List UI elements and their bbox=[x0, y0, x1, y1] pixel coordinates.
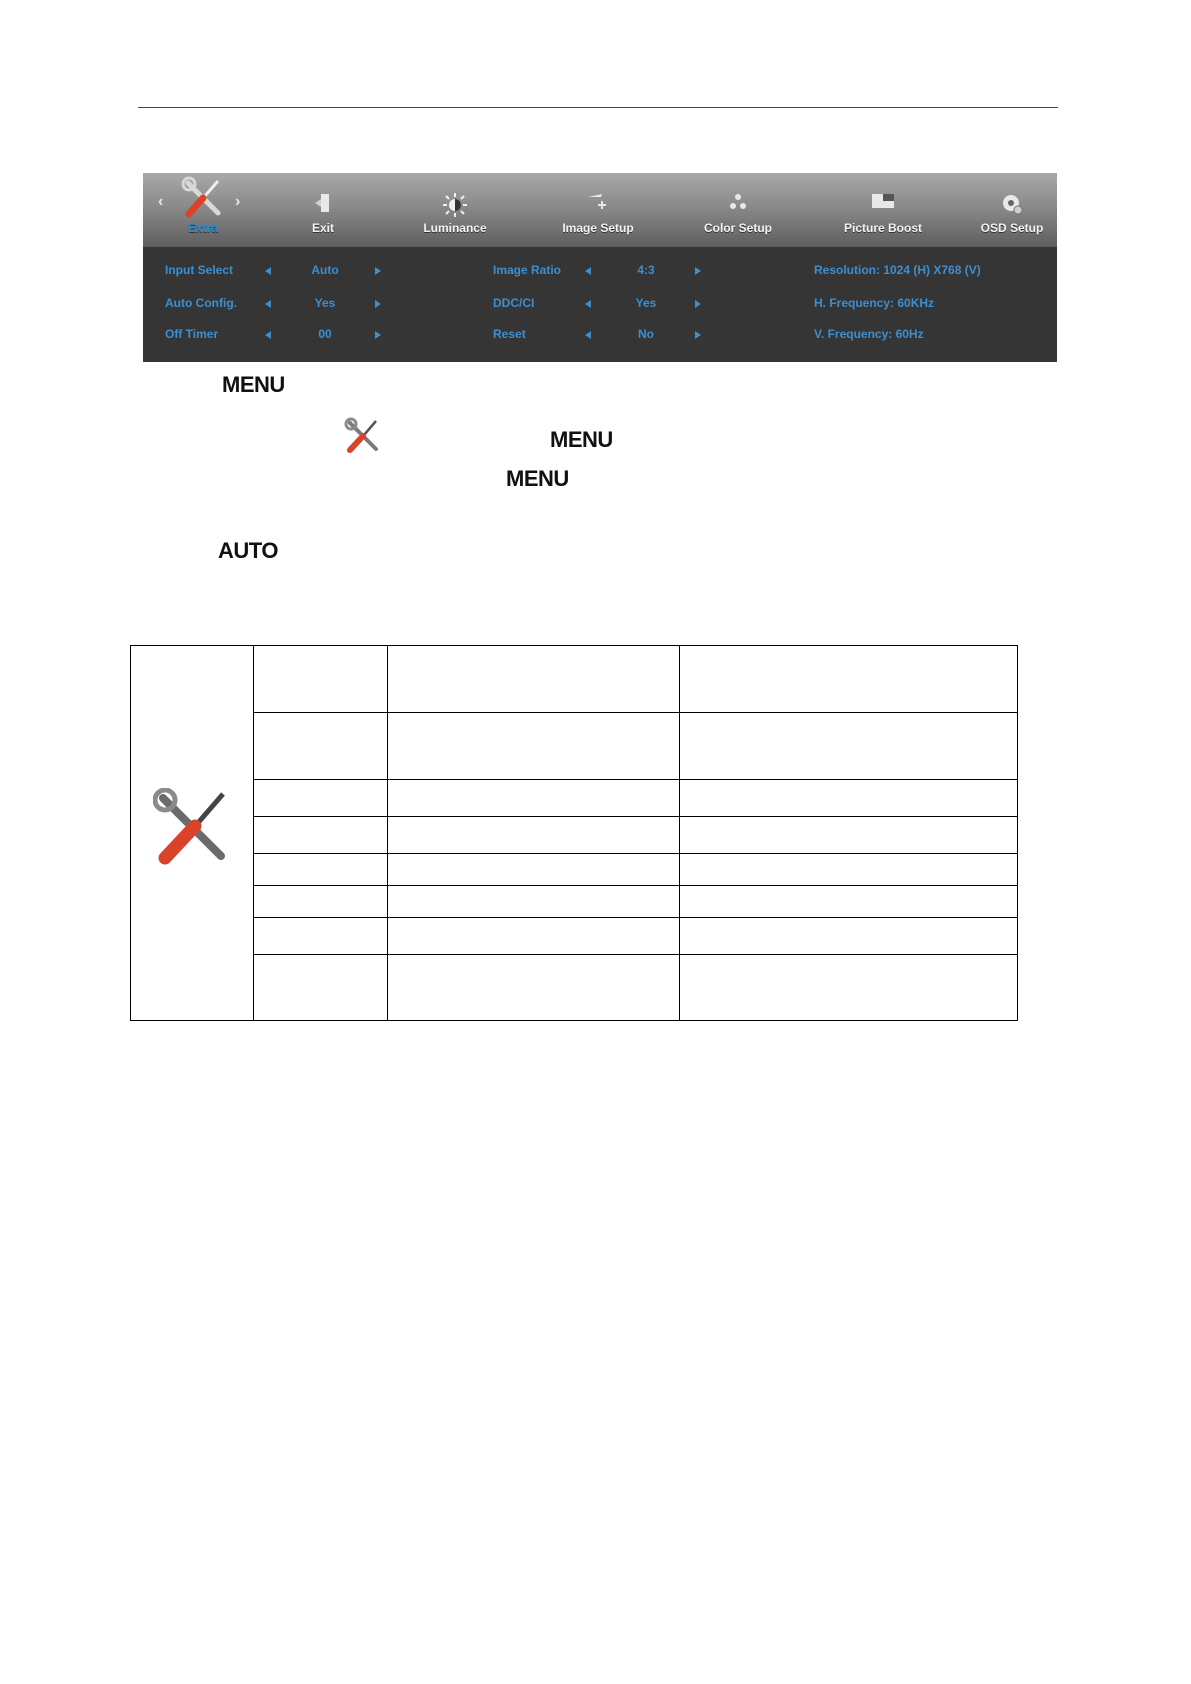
tab-exit[interactable] bbox=[283, 173, 363, 247]
sun-icon bbox=[443, 193, 467, 222]
tab-picture-boost-label: Picture Boost bbox=[843, 221, 922, 235]
arrow-right-icon[interactable] bbox=[375, 300, 381, 308]
setting-value[interactable]: No bbox=[638, 327, 654, 341]
setting-label: Image Ratio bbox=[493, 263, 562, 277]
table-row-divider bbox=[254, 885, 1018, 886]
setting-value[interactable]: Yes bbox=[314, 296, 336, 310]
setting-value[interactable]: 00 bbox=[318, 327, 332, 341]
tab-picture-boost[interactable] bbox=[828, 173, 938, 247]
chevron-left-icon: ‹ bbox=[158, 193, 164, 210]
header-rule bbox=[138, 107, 1058, 108]
arrow-left-icon[interactable] bbox=[265, 267, 271, 275]
tools-icon bbox=[180, 175, 226, 226]
extra-settings-table bbox=[130, 645, 1018, 1021]
arrow-left-icon[interactable] bbox=[265, 300, 271, 308]
menu-key-label: MENU bbox=[506, 466, 569, 491]
arrow-right-icon[interactable] bbox=[375, 267, 381, 275]
tab-luminance[interactable] bbox=[405, 173, 505, 247]
tools-icon bbox=[344, 417, 382, 460]
tools-icon bbox=[153, 788, 233, 868]
gear-icon bbox=[1001, 193, 1023, 220]
table-row-divider bbox=[254, 712, 1018, 713]
setting-value[interactable]: Auto bbox=[311, 263, 339, 277]
table-divider bbox=[253, 645, 254, 1021]
tab-extra-label: Extra bbox=[187, 221, 219, 235]
table-row-divider bbox=[254, 954, 1018, 955]
tab-osd-setup[interactable] bbox=[969, 173, 1055, 247]
tab-color-setup-label: Color Setup bbox=[704, 221, 772, 235]
osd-menu-screenshot bbox=[143, 173, 1057, 362]
arrow-left-icon[interactable] bbox=[585, 300, 591, 308]
setting-value[interactable]: 4:3 bbox=[637, 263, 655, 277]
color-dots-icon bbox=[729, 193, 747, 216]
tab-extra[interactable] bbox=[163, 173, 243, 247]
info-v-frequency: V. Frequency: 60Hz bbox=[814, 327, 924, 341]
arrow-right-icon[interactable] bbox=[695, 267, 701, 275]
arrow-left-icon[interactable] bbox=[585, 331, 591, 339]
menu-key-label: MENU bbox=[222, 372, 285, 397]
tab-color-setup[interactable] bbox=[688, 173, 788, 247]
arrow-right-icon[interactable] bbox=[695, 331, 701, 339]
tab-image-setup-label: Image Setup bbox=[562, 221, 634, 235]
auto-key-label: AUTO bbox=[218, 538, 278, 563]
tab-image-setup[interactable] bbox=[543, 173, 653, 247]
table-row-divider bbox=[254, 853, 1018, 854]
table-divider bbox=[387, 645, 388, 1021]
exit-door-icon bbox=[313, 193, 333, 218]
picture-boost-icon bbox=[871, 193, 895, 214]
arrow-left-icon[interactable] bbox=[265, 331, 271, 339]
table-row-divider bbox=[254, 917, 1018, 918]
setting-value[interactable]: Yes bbox=[635, 296, 657, 310]
setting-label: Reset bbox=[493, 327, 526, 341]
osd-tab-bar bbox=[143, 173, 1057, 247]
info-h-frequency: H. Frequency: 60KHz bbox=[814, 296, 935, 310]
arrow-right-icon[interactable] bbox=[695, 300, 701, 308]
setting-label: Off Timer bbox=[165, 327, 219, 341]
menu-key-label: MENU bbox=[550, 427, 613, 452]
setting-label: Input Select bbox=[165, 263, 234, 277]
setting-label: DDC/CI bbox=[493, 296, 535, 310]
table-row-divider bbox=[254, 816, 1018, 817]
arrow-left-icon[interactable] bbox=[585, 267, 591, 275]
tab-luminance-label: Luminance bbox=[423, 221, 487, 235]
arrow-right-icon[interactable] bbox=[375, 331, 381, 339]
table-row-divider bbox=[254, 779, 1018, 780]
setting-label: Auto Config. bbox=[165, 296, 237, 310]
osd-settings-panel bbox=[143, 247, 1057, 362]
tab-exit-label: Exit bbox=[311, 221, 334, 235]
info-resolution: Resolution: 1024 (H) X768 (V) bbox=[814, 263, 981, 277]
chevron-right-icon: › bbox=[235, 193, 241, 210]
table-divider bbox=[679, 645, 680, 1021]
table-icon-cell bbox=[131, 646, 254, 1020]
tab-osd-setup-label: OSD Setup bbox=[980, 221, 1044, 235]
image-setup-icon bbox=[586, 193, 610, 216]
